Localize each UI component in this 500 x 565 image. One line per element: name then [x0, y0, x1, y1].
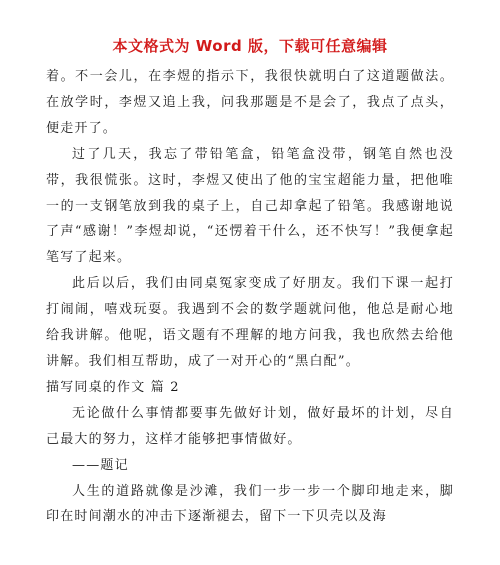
document-body [46, 64, 454, 530]
paragraph-2: 过了几天，我忘了带铅笔盒，铅笔盒没带，钢笔自然也没带，我很慌张。这时，李煜又使出了他的宝宝超能力量，把他唯一的一支钢笔放到我的桌子上，自己却拿起了铅笔。我感谢地说了声“感谢！”李煜却说，“还愣着干什么，还不快写！”我便拿起笔写了起来。 [46, 146, 454, 266]
section-title: 描写同桌的作文 篇 2 [46, 379, 180, 395]
paragraph-3: 此后以后，我们由同桌冤家变成了好朋友。我们下课一起打打闹闹，嘻戏玩耍。我遇到不会的数学题就问他，他总是耐心地给我讲解。他呢，语文题有不理解的地方问我，我也欣然去给他讲解。我们相互帮助，成了一对开心的“黑白配”。 [46, 276, 454, 369]
paragraph-5: 人生的道路就像是沙滩，我们一步一步一个脚印地走来，脚印在时间潮水的冲击下逐渐褪去，留下一下贝壳以及海 [46, 483, 454, 525]
paragraph-4: 无论做什么事情都要事先做好计划，做好最坏的计划，尽自己最大的努力，这样才能够把事情做好。 [46, 405, 454, 447]
epigraph-signature: ——题记 [72, 457, 129, 473]
download-banner: 本文格式为 Word 版，下载可任意编辑 [112, 37, 388, 55]
paragraph-1: 着。不一会儿，在李煜的指示下，我很快就明白了这道题做法。在放学时，李煜又追上我，问我那题是不是会了，我点了点头，便走开了。 [46, 69, 454, 136]
